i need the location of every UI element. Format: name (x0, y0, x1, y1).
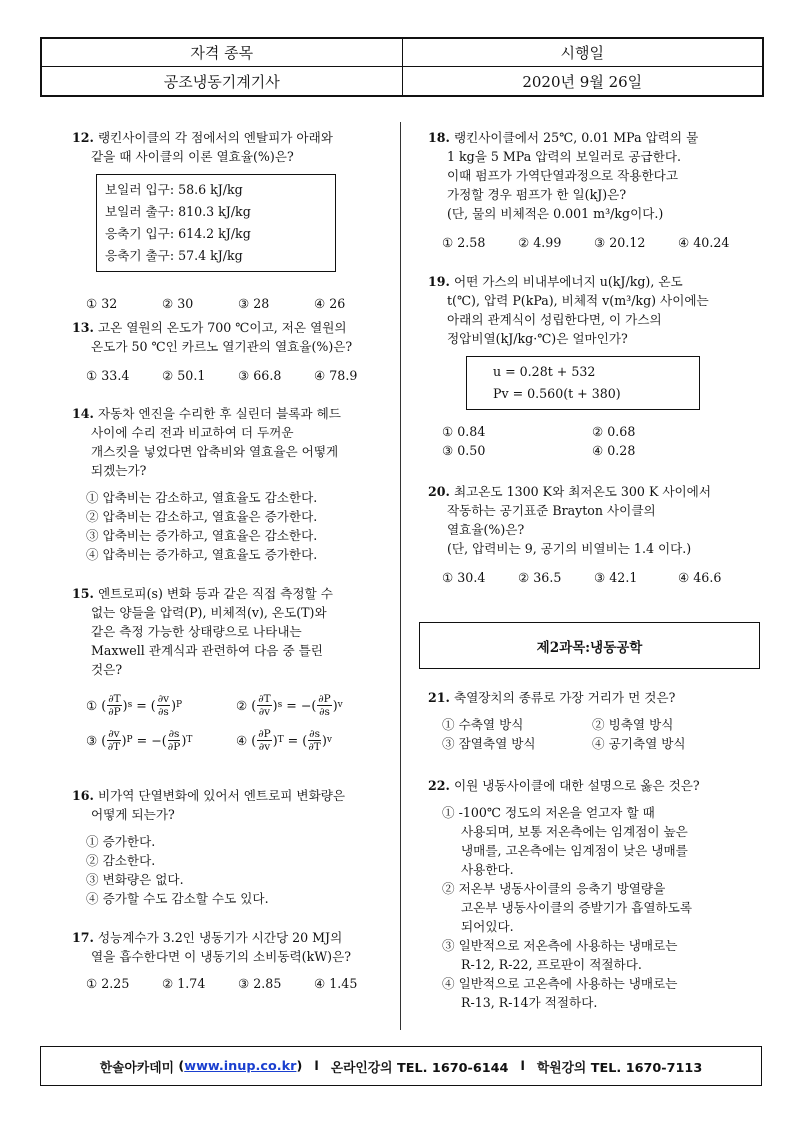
footer-bar: 한솔아카데미 ( www.inup.co.kr ) l 온라인강의 TEL. 1670-6144 l 학원강의 TEL. 1670-7113 (40, 1046, 762, 1086)
question-text: 어떻게 되는가? (91, 807, 175, 822)
option-2[interactable]: ② ( $\frac{\partial T}{\partial v}$ ) s = −( $\frac{\partial P}{\partial s}$ ) v (236, 693, 343, 718)
answer-options (86, 974, 394, 993)
question-text: 가정할 경우 펌프가 한 일(kJ)은? (447, 187, 627, 202)
relation-line: u = 0.28t + 532 (493, 364, 596, 379)
online-phone: 온라인강의 TEL. 1670-6144 (330, 1060, 509, 1076)
answer-options (86, 294, 394, 313)
option-4[interactable]: ④ 26 (314, 296, 346, 311)
maxwell-options (86, 693, 394, 753)
option-4[interactable]: ④ 증가할 수도 감소할 수도 있다. (86, 891, 269, 906)
option-1[interactable]: ① 수축열 방식 (442, 717, 524, 732)
question-text: 온도가 50 ℃인 카르노 열기관의 열효율(%)은? (91, 339, 353, 354)
option-2[interactable]: ② 압축비는 감소하고, 열효율은 증가한다. (86, 509, 318, 524)
question-21 (428, 688, 758, 753)
subject-title: 제2과목:냉동공학 (419, 622, 760, 669)
question-text: 아래의 관계식이 성립한다면, 이 가스의 (447, 312, 662, 327)
answer-options (442, 233, 758, 252)
question-20 (428, 482, 758, 587)
question-text: 랭킨사이클의 각 점에서의 엔탈피가 아래와 (97, 130, 333, 145)
separator: l (314, 1058, 319, 1074)
option-1[interactable]: ① 30.4 (442, 570, 486, 585)
question-text: 없는 양들을 압력(P), 비체적(v), 온도(T)와 (91, 605, 327, 620)
answer-options (442, 568, 758, 587)
question-text: 고온 열원의 온도가 700 ℃이고, 저온 열원의 (97, 320, 347, 335)
option-3[interactable]: ③ 잠열축열 방식 (442, 736, 536, 751)
relation-line: Pv = 0.560(t + 380) (493, 386, 621, 401)
question-number: 22. (428, 778, 450, 793)
question-text: (단, 압력비는 9, 공기의 비열비는 1.4 이다.) (447, 541, 692, 556)
answer-options (442, 422, 742, 460)
option-2[interactable]: ② 저온부 냉동사이클의 응축기 방열량을 고온부 냉동사이클의 증발기가 흡열하도록 되어있다. (442, 881, 692, 934)
question-text: 정압비열(kJ/kg·℃)은 얼마인가? (447, 331, 628, 346)
option-3[interactable]: ③ 변화량은 없다. (86, 872, 184, 887)
offline-phone: 학원강의 TEL. 1670-7113 (536, 1060, 703, 1076)
option-3[interactable]: ③ 20.12 (594, 235, 646, 250)
option-4[interactable]: ④ 1.45 (314, 976, 358, 991)
question-12 (72, 128, 394, 313)
question-number: 14. (72, 406, 94, 421)
option-2[interactable]: ② 0.68 (592, 424, 636, 439)
academy-link[interactable]: www.inup.co.kr (184, 1058, 297, 1074)
relation-box (466, 356, 700, 410)
given-line: 보일러 출구: 810.3 kJ/kg (105, 204, 251, 219)
option-1[interactable]: ① 33.4 (86, 368, 130, 383)
question-text: 자동차 엔진을 수리한 후 실린더 블록과 헤드 (97, 406, 341, 421)
option-1[interactable]: ① 증가한다. (86, 834, 156, 849)
option-2[interactable]: ② 30 (162, 296, 194, 311)
question-number: 13. (72, 320, 94, 335)
option-2[interactable]: ② 4.99 (518, 235, 562, 250)
header-label-date: 시행일 (402, 39, 763, 66)
question-15 (72, 584, 394, 753)
question-text: 최고온도 1300 K와 최저온도 300 K 사이에서 (453, 484, 712, 499)
question-text: 작동하는 공기표준 Brayton 사이클의 (447, 503, 656, 518)
exam-name: 공조냉동기계기사 (163, 72, 280, 91)
question-number: 21. (428, 690, 450, 705)
option-4[interactable]: ④ 공기축열 방식 (592, 736, 686, 751)
option-1[interactable]: ① 32 (86, 296, 118, 311)
header-label-exam: 자격 종목 (190, 44, 254, 62)
question-text: 열을 흡수한다면 이 냉동기의 소비동력(kW)은? (91, 949, 351, 964)
exam-date: 2020년 9월 26일 (402, 67, 763, 95)
question-text: (단, 물의 비체적은 0.001 m³/kg이다.) (447, 206, 664, 221)
given-line: 보일러 입구: 58.6 kJ/kg (105, 182, 243, 197)
answer-options (442, 803, 758, 1012)
option-3[interactable]: ③ 압축비는 증가하고, 열효율은 감소한다. (86, 528, 318, 543)
option-2[interactable]: ② 감소한다. (86, 853, 156, 868)
question-text: 성능계수가 3.2인 냉동기가 시간당 20 MJ의 (97, 930, 343, 945)
question-number: 16. (72, 788, 94, 803)
exam-header (40, 37, 764, 97)
question-text: Maxwell 관계식과 관련하여 다음 중 틀린 (91, 643, 323, 658)
option-2[interactable]: ② 1.74 (162, 976, 206, 991)
option-3[interactable]: ③ 일반적으로 저온측에 사용하는 냉매로는 R-12, R-22, 프로판이 적절하다. (442, 938, 678, 972)
column-divider (400, 122, 401, 1030)
option-2[interactable]: ② 50.1 (162, 368, 206, 383)
question-14 (72, 404, 394, 564)
answer-options (86, 488, 394, 564)
question-number: 17. (72, 930, 94, 945)
question-text: t(℃), 압력 P(kPa), 비체적 v(m³/kg) 사이에는 (447, 293, 709, 308)
option-1[interactable]: ① 2.25 (86, 976, 130, 991)
option-3[interactable]: ③ 0.50 (442, 443, 486, 458)
question-18 (428, 128, 758, 252)
question-16 (72, 786, 394, 908)
option-4[interactable]: ④ ( $\frac{\partial P}{\partial v}$ ) T = ( $\frac{\partial s}{\partial T}$ ) v (236, 728, 332, 753)
option-3[interactable]: ③ ( $\frac{\partial v}{\partial T}$ ) P = −( $\frac{\partial s}{\partial P}$ ) T (86, 728, 193, 753)
option-1[interactable]: ① 2.58 (442, 235, 486, 250)
question-19 (428, 272, 758, 460)
question-text: 랭킨사이클에서 25℃, 0.01 MPa 압력의 물 (453, 130, 699, 145)
answer-options (86, 366, 394, 385)
option-4[interactable]: ④ 40.24 (678, 235, 730, 250)
question-13 (72, 318, 394, 385)
option-1[interactable]: ① -100℃ 정도의 저온을 얻고자 할 때 사용되며, 보통 저온측에는 임계점이 높은 냉매를, 고온측에는 임계점이 낮은 냉매를 사용한다. (442, 805, 688, 877)
option-2[interactable]: ② 빙축열 방식 (592, 717, 674, 732)
question-text: 어떤 가스의 비내부에너지 u(kJ/kg), 온도 (453, 274, 683, 289)
question-text: 같을 때 사이클의 이론 열효율(%)은? (91, 149, 294, 164)
given-data-box (96, 174, 336, 272)
question-text: 비가역 단열변화에 있어서 엔트로피 변화량은 (97, 788, 346, 803)
option-3[interactable]: ③ 2.85 (238, 976, 282, 991)
academy-name: 한솔아카데미 (99, 1060, 174, 1076)
question-text: 되겠는가? (91, 463, 147, 478)
option-4[interactable]: ④ 0.28 (592, 443, 636, 458)
question-number: 18. (428, 130, 450, 145)
given-line: 응축기 출구: 57.4 kJ/kg (105, 248, 243, 263)
question-text: 것은? (91, 662, 123, 677)
question-text: 개스킷을 넣었다면 압축비와 열효율은 어떻게 (91, 444, 339, 459)
option-4[interactable]: ④ 일반적으로 고온측에 사용하는 냉매로는 R-13, R-14가 적절하다. (442, 976, 678, 1010)
option-1[interactable]: ① 압축비는 감소하고, 열효율도 감소한다. (86, 490, 318, 505)
question-number: 15. (72, 586, 94, 601)
question-text: 이때 펌프가 가역단열과정으로 작용한다고 (447, 168, 678, 183)
question-text: 사이에 수리 전과 비교하여 더 두꺼운 (91, 425, 294, 440)
question-text: 이원 냉동사이클에 대한 설명으로 옳은 것은? (453, 778, 700, 793)
question-text: 1 kg을 5 MPa 압력의 보일러로 공급한다. (447, 149, 682, 164)
option-4[interactable]: ④ 46.6 (678, 570, 722, 585)
question-text: 엔트로피(s) 변화 등과 같은 직접 측정할 수 (97, 586, 333, 601)
option-3[interactable]: ③ 28 (238, 296, 270, 311)
question-number: 20. (428, 484, 450, 499)
given-line: 응축기 입구: 614.2 kJ/kg (105, 226, 251, 241)
answer-options (442, 715, 742, 753)
option-4[interactable]: ④ 78.9 (314, 368, 358, 383)
question-22 (428, 776, 758, 1012)
question-text: 열효율(%)은? (447, 522, 525, 537)
option-2[interactable]: ② 36.5 (518, 570, 562, 585)
answer-options (86, 832, 394, 908)
question-number: 19. (428, 274, 450, 289)
separator: l (520, 1058, 525, 1074)
option-3[interactable]: ③ 42.1 (594, 570, 638, 585)
question-text: 축열장치의 종류로 가장 거리가 먼 것은? (453, 690, 676, 705)
question-text: 같은 측정 가능한 상태량으로 나타내는 (91, 624, 302, 639)
option-3[interactable]: ③ 66.8 (238, 368, 282, 383)
option-4[interactable]: ④ 압축비는 증가하고, 열효율도 증가한다. (86, 547, 318, 562)
option-1[interactable]: ① ( $\frac{\partial T}{\partial P}$ ) s = ( $\frac{\partial v}{\partial s}$ ) P (86, 693, 183, 718)
question-number: 12. (72, 130, 94, 145)
question-17 (72, 928, 394, 993)
option-1[interactable]: ① 0.84 (442, 424, 486, 439)
